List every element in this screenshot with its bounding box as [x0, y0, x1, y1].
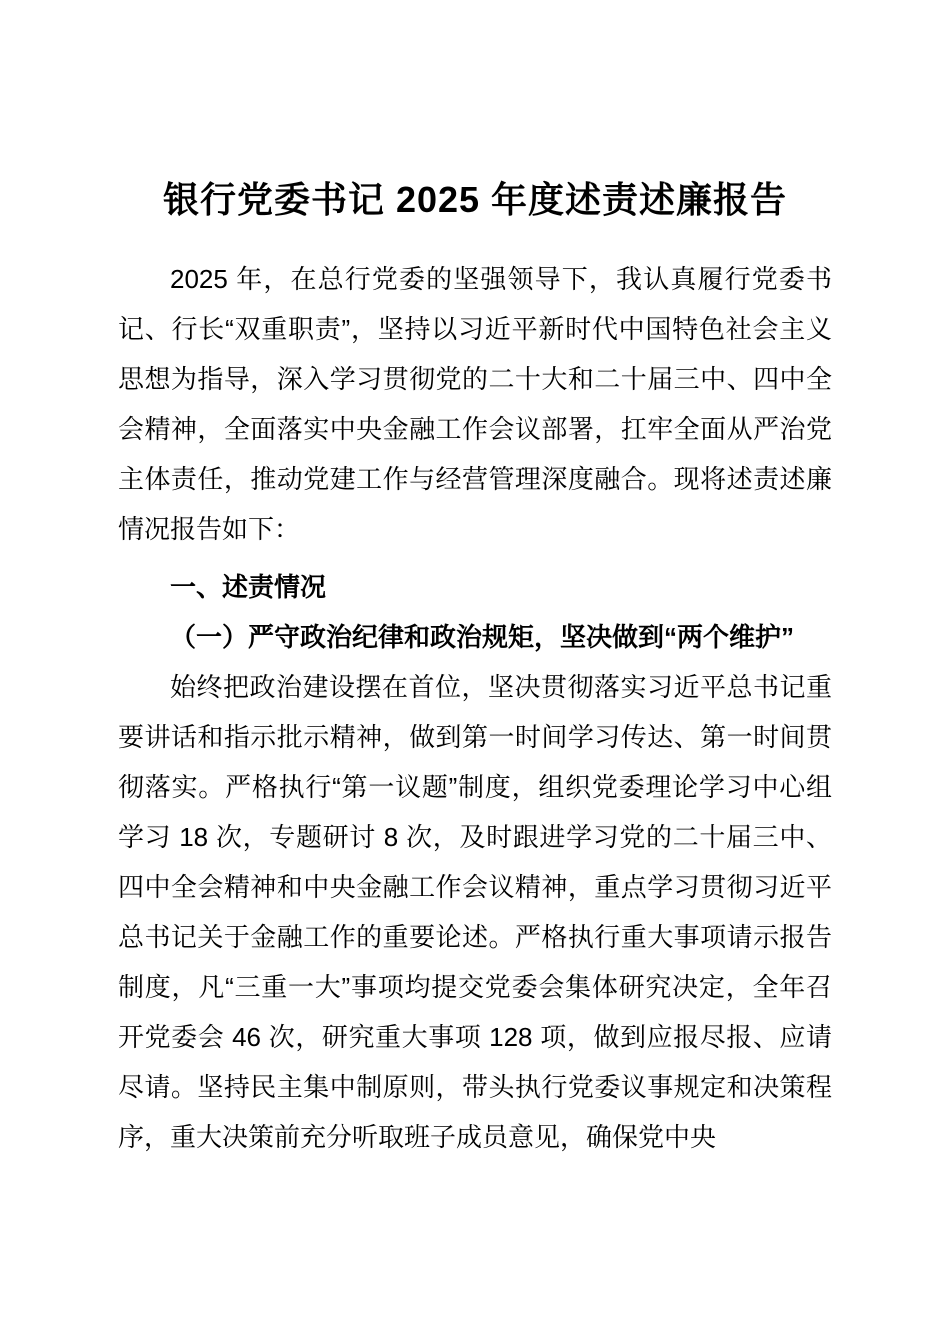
- heading-subsection-1: （一）严守政治纪律和政治规矩，坚决做到“两个维护”: [170, 622, 795, 652]
- heading-section-1: 一、述责情况: [170, 572, 327, 602]
- document-title: 银行党委书记 2025 年度述责述廉报告: [162, 179, 788, 220]
- paragraph-intro: 2025 年，在总行党委的坚强领导下，我认真履行党委书记、行长“双重职责”，坚持以习近平新时代中国特色社会主义思想为指导，深入学习贯彻党的二十大和二十届三中、四中全会精神，全面落实中央金融工作会议部署，扛牢全面从严治党主体责任，推动党建工作与经营管理深度融合。现将述责述廉情况报告如下：: [118, 264, 832, 544]
- paragraph-duty-report: 始终把政治建设摆在首位，坚决贯彻落实习近平总书记重要讲话和指示批示精神，做到第一时间学习传达、第一时间贯彻落实。严格执行“第一议题”制度，组织党委理论学习中心组学习 18 次，专题研讨 8 次，及时跟进学习党的二十届三中、四中全会精神和中央金融工作会议精神，重点学习贯彻习近平总书记关于金融工作的重要论述。严格执行重大事项请示报告制度，凡“三重一大”事项均提交党委会集体研究决定，全年召开党委会 46 次，研究重大事项 128 项，做到应报尽报、应请尽请。坚持民主集中制原则，带头执行党委议事规定和决策程序，重大决策前充分听取班子成员意见，确保党中央: [118, 672, 832, 1152]
